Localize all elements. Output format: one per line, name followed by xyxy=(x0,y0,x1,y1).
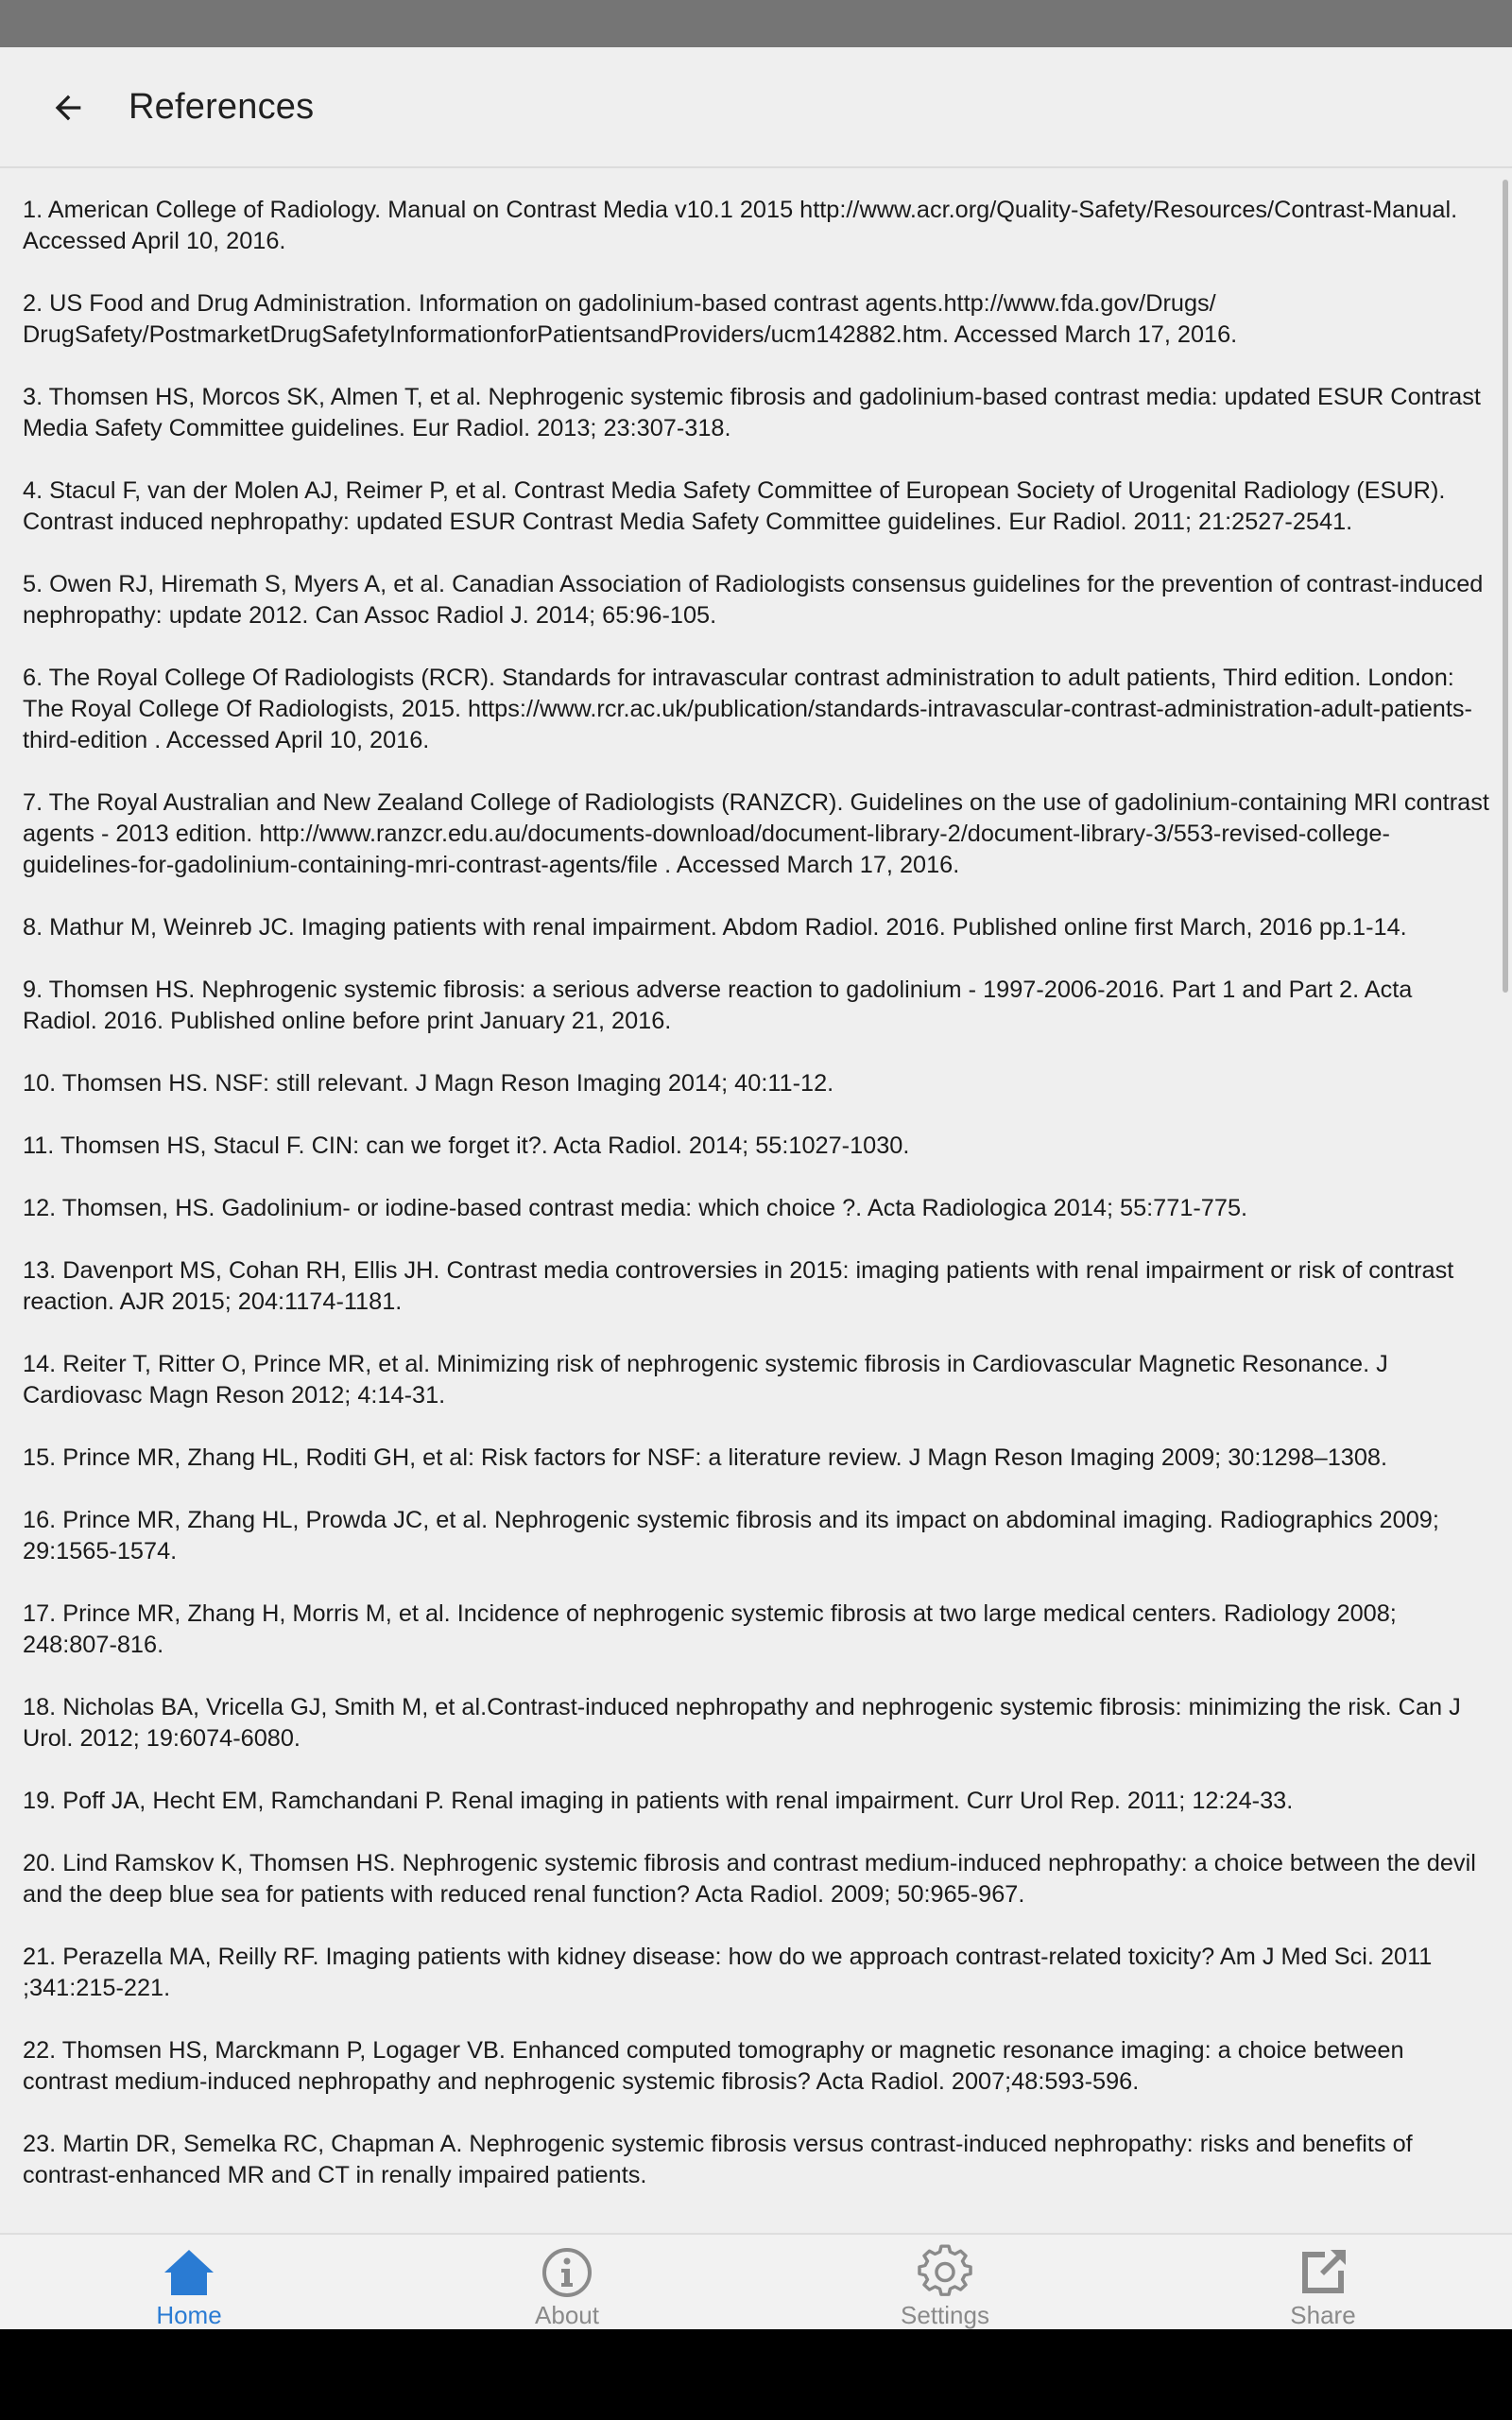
app-bar xyxy=(0,47,1512,168)
reference-item: 7. The Royal Australian and New Zealand College of Radiologists (RANZCR). Guidelines on the use of gadolinium-containing MRI contrast agents - 2013 edition. http://www.ranzcr.edu.au/documents-download/document-library-2/document-library-3/553-revised-college-guidelines-for-gadolinium-containing-mri-contrast-agents/file . Accessed March 17, 2016. xyxy=(23,789,1489,878)
arrow-left-icon xyxy=(49,89,87,127)
reference-item: 3. Thomsen HS, Morcos SK, Almen T, et al. Nephrogenic systemic fibrosis and gadolinium-based contrast media: updated ESUR Contrast Media Safety Committee guidelines. Eur Radiol. 2013; 23:307-318. xyxy=(23,384,1481,441)
nav-share[interactable] xyxy=(1134,2235,1512,2329)
page-title: References xyxy=(129,87,315,127)
nav-about-label: About xyxy=(535,2301,599,2329)
reference-item: 2. US Food and Drug Administration. Information on gadolinium-based contrast agents.http://www.fda.gov/Drugs/ DrugSafety/PostmarketDrugSafetyInformationforPatientsandProviders/ucm142882.htm. Accessed March 17, 2016. xyxy=(23,290,1238,348)
reference-item: 17. Prince MR, Zhang H, Morris M, et al. Incidence of nephrogenic systemic fibrosis at two large medical centers. Radiology 2008; 248:807-816. xyxy=(23,1600,1397,1658)
reference-item: 16. Prince MR, Zhang HL, Prowda JC, et al. Nephrogenic systemic fibrosis and its impact on abdominal imaging. Radiographics 2009; 29:1565-1574. xyxy=(23,1507,1439,1564)
reference-item: 21. Perazella MA, Reilly RF. Imaging patients with kidney disease: how do we approach contrast-related toxicity? Am J Med Sci. 2011 ;341:215-221. xyxy=(23,1944,1433,2001)
nav-home[interactable] xyxy=(0,2235,378,2329)
home-icon xyxy=(161,2244,217,2301)
nav-share-label: Share xyxy=(1290,2301,1356,2329)
info-icon xyxy=(539,2244,595,2301)
reference-item: 9. Thomsen HS. Nephrogenic systemic fibrosis: a serious adverse reaction to gadolinium - 1997-2006-2016. Part 1 and Part 2. Acta Radiol. 2016. Published online before print January 21, 2016. xyxy=(23,977,1413,1034)
reference-item: 14. Reiter T, Ritter O, Prince MR, et al. Minimizing risk of nephrogenic systemic fibrosis in Cardiovascular Magnetic Resonance. J Cardiovasc Magn Reson 2012; 4:14-31. xyxy=(23,1351,1388,1409)
status-bar xyxy=(0,0,1512,47)
reference-item: 15. Prince MR, Zhang HL, Roditi GH, et al: Risk factors for NSF: a literature review. J Magn Reson Imaging 2009; 30:1298–1308. xyxy=(23,1444,1388,1471)
scrollbar[interactable] xyxy=(1503,180,1508,993)
reference-item: 6. The Royal College Of Radiologists (RCR). Standards for intravascular contrast administration to adult patients, Third edition. London: The Royal College Of Radiologists, 2015. https://www.rcr.ac.uk/publication/standards-intravascular-contrast-administration-adult-patients-third-edition . Accessed April 10, 2016. xyxy=(23,665,1472,753)
reference-item: 5. Owen RJ, Hiremath S, Myers A, et al. Canadian Association of Radiologists consensus guidelines for the prevention of contrast-induced nephropathy: update 2012. Can Assoc Radiol J. 2014; 65:96-105. xyxy=(23,571,1484,629)
nav-settings[interactable] xyxy=(756,2235,1134,2329)
reference-item: 8. Mathur M, Weinreb JC. Imaging patients with renal impairment. Abdom Radiol. 2016. Published online first March, 2016 pp.1-14. xyxy=(23,914,1407,941)
bottom-navigation xyxy=(0,2233,1512,2329)
reference-item: 20. Lind Ramskov K, Thomsen HS. Nephrogenic systemic fibrosis and contrast medium-induced nephropathy: a choice between the devil and the deep blue sea for patients with reduced renal function? Acta Radiol. 2009; 50:965-967. xyxy=(23,1850,1476,1908)
reference-item: 12. Thomsen, HS. Gadolinium- or iodine-based contrast media: which choice ?. Acta Radiologica 2014; 55:771-775. xyxy=(23,1195,1248,1221)
reference-item: 13. Davenport MS, Cohan RH, Ellis JH. Contrast media controversies in 2015: imaging patients with renal impairment or risk of contrast reaction. AJR 2015; 204:1174-1181. xyxy=(23,1257,1454,1315)
reference-item: 18. Nicholas BA, Vricella GJ, Smith M, et al.Contrast-induced nephropathy and nephrogenic systemic fibrosis: minimizing the risk. Can J Urol. 2012; 19:6074-6080. xyxy=(23,1694,1461,1752)
share-icon xyxy=(1295,2244,1351,2301)
system-navigation-bar xyxy=(0,2329,1512,2420)
nav-home-label: Home xyxy=(156,2301,222,2329)
references-list xyxy=(23,195,1493,2222)
reference-item: 4. Stacul F, van der Molen AJ, Reimer P, et al. Contrast Media Safety Committee of European Society of Urogenital Radiology (ESUR). Contrast induced nephropathy: updated ESUR Contrast Media Safety Committee guidelines. Eur Radiol. 2011; 21:2527-2541. xyxy=(23,477,1446,535)
back-button[interactable] xyxy=(34,74,102,142)
gear-icon xyxy=(917,2244,973,2301)
reference-item: 22. Thomsen HS, Marckmann P, Logager VB. Enhanced computed tomography or magnetic resonance imaging: a choice between contrast medium-induced nephropathy and nephrogenic systemic fibrosis? Acta Radiol. 2007;48:593-596. xyxy=(23,2037,1404,2095)
reference-item: 10. Thomsen HS. NSF: still relevant. J Magn Reson Imaging 2014; 40:11-12. xyxy=(23,1070,834,1097)
nav-about[interactable] xyxy=(378,2235,756,2329)
reference-item: 11. Thomsen HS, Stacul F. CIN: can we forget it?. Acta Radiol. 2014; 55:1027-1030. xyxy=(23,1132,910,1159)
reference-item: 19. Poff JA, Hecht EM, Ramchandani P. Renal imaging in patients with renal impairment. Curr Urol Rep. 2011; 12:24-33. xyxy=(23,1788,1294,1814)
nav-settings-label: Settings xyxy=(901,2301,989,2329)
reference-item: 1. American College of Radiology. Manual on Contrast Media v10.1 2015 http://www.acr.org/Quality-Safety/Resources/Contrast-Manual. Accessed April 10, 2016. xyxy=(23,197,1458,254)
reference-item: 23. Martin DR, Semelka RC, Chapman A. Nephrogenic systemic fibrosis versus contrast-induced nephropathy: risks and benefits of contrast-enhanced MR and CT in renally impaired patients. xyxy=(23,2131,1413,2188)
references-scroll-view[interactable] xyxy=(0,170,1512,2235)
